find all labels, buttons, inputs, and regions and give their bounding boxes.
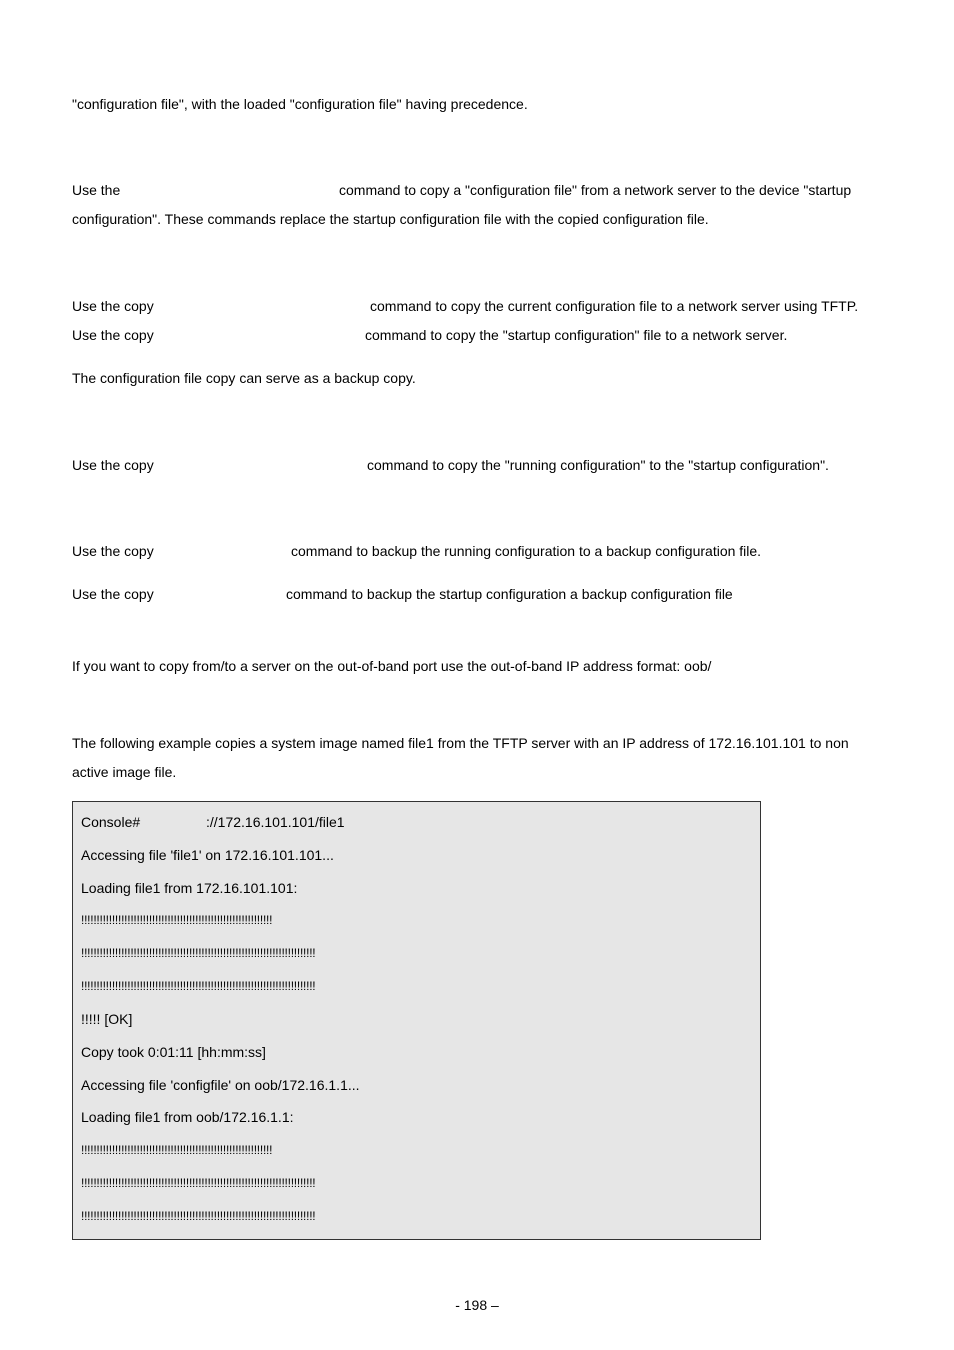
paragraph-backup-startup-text: command to backup the startup configuration a backup configuration file — [286, 586, 733, 602]
paragraph-run-to-start-label: Use the copy — [72, 457, 154, 473]
console-example-box — [72, 801, 761, 1240]
paragraph-backup-running-label: Use the copy — [72, 543, 154, 559]
console-line: Copy took 0:01:11 [hh:mm:ss] — [81, 1044, 266, 1060]
console-line: Accessing file 'configfile' on oob/172.16.1.1... — [81, 1077, 360, 1093]
console-line: Loading file1 from oob/172.16.1.1: — [81, 1109, 294, 1125]
paragraph-backup-note: The configuration file copy can serve as a backup copy. — [72, 370, 416, 386]
paragraph-copy-startup-text: command to copy the "startup configuration" file to a network server. — [365, 327, 788, 343]
paragraph-copy-running-text: command to copy the current configuration file to a network server using TFTP. — [370, 298, 859, 314]
console-line: !!!!!!!!!!!!!!!!!!!!!!!!!!!!!!!!!!!!!!!!!!!!!!!!!!!!!!!!!!!!!!!!!!!!!!!!!!!! — [81, 1209, 316, 1223]
paragraph-backup-startup-label: Use the copy — [72, 586, 154, 602]
console-line: !!!!!!!!!!!!!!!!!!!!!!!!!!!!!!!!!!!!!!!!!!!!!!!!!!!!!!!!!!!!!!!!!!!!!!!!!!!! — [81, 946, 316, 960]
console-line: !!!!!!!!!!!!!!!!!!!!!!!!!!!!!!!!!!!!!!!!!!!!!!!!!!!!!!!!!!!!!!!!!!!!!!!!!!!! — [81, 979, 316, 993]
console-command-tail: ://172.16.101.101/file1 — [206, 814, 345, 830]
console-line: !!!!! [OK] — [81, 1011, 133, 1027]
console-line: Loading file1 from 172.16.101.101: — [81, 880, 298, 896]
paragraph-copy-server-text: command to copy a "configuration file" from a network server to the device "startup — [339, 182, 852, 198]
console-line: !!!!!!!!!!!!!!!!!!!!!!!!!!!!!!!!!!!!!!!!!!!!!!!!!!!!!!!!!!!!!! — [81, 913, 273, 927]
console-line: !!!!!!!!!!!!!!!!!!!!!!!!!!!!!!!!!!!!!!!!!!!!!!!!!!!!!!!!!!!!!! — [81, 1143, 273, 1157]
paragraph-copy-running-label: Use the copy — [72, 298, 154, 314]
paragraph-backup-running-text: command to backup the running configuration to a backup configuration file. — [291, 543, 762, 559]
paragraph-copy-server-label: Use the — [72, 182, 121, 198]
paragraph-out-of-band: If you want to copy from/to a server on the out-of-band port use the out-of-band IP address format: oob/ — [72, 658, 712, 674]
paragraph-example-intro: The following example copies a system image named file1 from the TFTP server with an IP address of 172.16.101.101 to non — [72, 735, 849, 751]
paragraph-precedence: "configuration file", with the loaded "configuration file" having precedence. — [72, 96, 528, 112]
paragraph-copy-startup-label: Use the copy — [72, 327, 154, 343]
paragraph-copy-server-cont: configuration". These commands replace the startup configuration file with the copied configuration file. — [72, 211, 709, 227]
paragraph-example-intro-cont: active image file. — [72, 764, 177, 780]
console-line: !!!!!!!!!!!!!!!!!!!!!!!!!!!!!!!!!!!!!!!!!!!!!!!!!!!!!!!!!!!!!!!!!!!!!!!!!!!! — [81, 1176, 316, 1190]
paragraph-run-to-start-text: command to copy the "running configuration" to the "startup configuration". — [367, 457, 829, 473]
page-number: - 198 – — [455, 1297, 499, 1313]
console-prompt: Console# — [81, 814, 141, 830]
console-line: Accessing file 'file1' on 172.16.101.101... — [81, 847, 334, 863]
